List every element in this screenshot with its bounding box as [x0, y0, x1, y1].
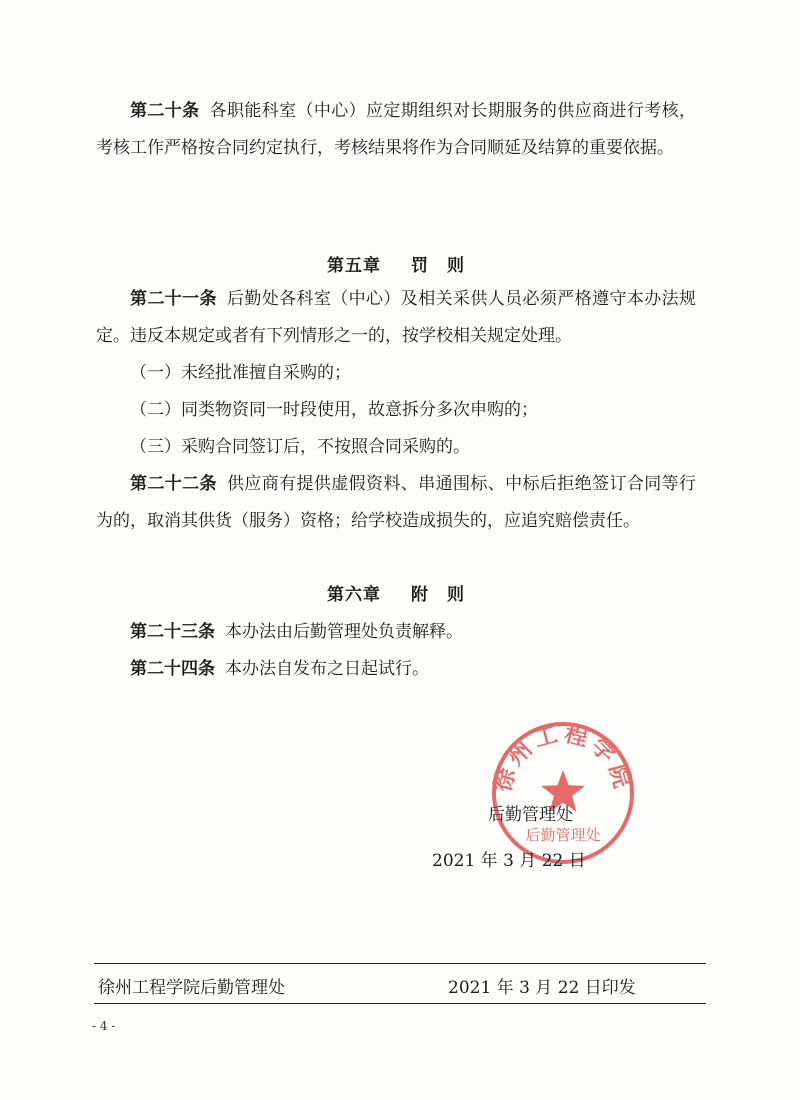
article-23 — [96, 614, 696, 651]
chapter-title: 罚 则 — [411, 256, 465, 276]
article-text: 本办法由后勤管理处负责解释。 — [225, 622, 463, 642]
page-number: - 4 - — [92, 1019, 116, 1033]
seal-outer-text: 徐州工程学院 — [489, 719, 637, 795]
chapter-5-heading — [96, 251, 696, 276]
article-text: 后勤处各科室（中心）及相关采供人员必须严格遵守本办法规定。违反本规定或者有下列情形之一的，按学校相关规定处理。 — [96, 289, 697, 346]
footer-bottom-rule — [94, 1003, 706, 1004]
article-label: 第二十一条 — [130, 289, 217, 309]
article-22 — [96, 466, 696, 540]
list-item: （三）采购合同签订后，不按照合同采购的。 — [130, 437, 470, 457]
list-item: （一）未经批准擅自采购的； — [130, 363, 351, 383]
article-24 — [96, 651, 696, 688]
article-text: 供应商有提供虚假资料、串通围标、中标后拒绝签订合同等行为的，取消其供货（服务）资格；给学校造成损失的，应追究赔偿责任。 — [96, 474, 697, 531]
article-21 — [96, 281, 696, 355]
footer-issue-date: 2021 年 3 月 22 日印发 — [448, 978, 636, 998]
article-label: 第二十三条 — [130, 622, 215, 642]
article-text: 各职能科室（中心）应定期组织对长期服务的供应商进行考核，考核工作严格按合同约定执行，考核结果将作为合同顺延及结算的重要依据。 — [96, 101, 697, 158]
list-item: （二）同类物资同一时段使用，故意拆分多次申购的； — [130, 400, 538, 420]
article-20 — [96, 93, 696, 167]
chapter-title: 附 则 — [411, 585, 465, 605]
article-label: 第二十条 — [130, 101, 200, 121]
signature-office: 后勤管理处 — [488, 805, 573, 825]
signature-date: 2021 年 3 月 22 日 — [432, 851, 586, 871]
seal-inner-text: 后勤管理处 — [525, 826, 601, 844]
chapter-number: 第五章 — [327, 256, 381, 276]
chapter-number: 第六章 — [327, 585, 381, 605]
footer-issuer: 徐州工程学院后勤管理处 — [98, 978, 285, 998]
article-label: 第二十四条 — [130, 659, 215, 679]
article-text: 本办法自发布之日起试行。 — [225, 659, 429, 679]
article-label: 第二十二条 — [130, 474, 217, 494]
chapter-6-heading — [96, 580, 696, 605]
footer-top-rule — [94, 963, 706, 964]
